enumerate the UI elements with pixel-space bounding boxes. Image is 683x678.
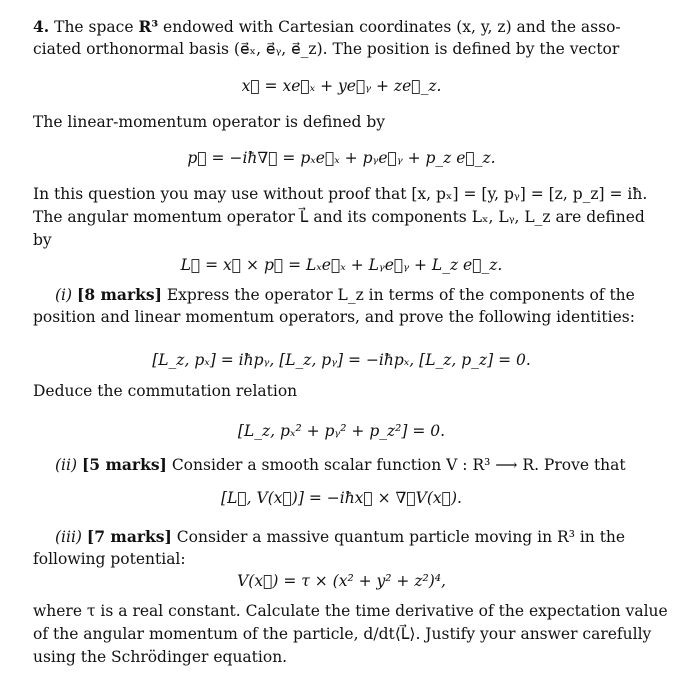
space-symbol: R³ [138, 17, 159, 36]
part-iii-line-1 [55, 525, 625, 549]
momentum-intro: The linear-momentum operator is defined by [33, 113, 386, 131]
angmom-equation: L⃗ = x⃗ × p⃗ = Lₓe⃗ₓ + Lᵧe⃗ᵧ + L_z e⃗_z. [180, 256, 503, 274]
part-i-line-1 [55, 283, 635, 307]
part-i-line-2: position and linear momentum operators, and prove the following identities: [33, 308, 635, 326]
part-iii-potential: V(x⃗) = τ × (x² + y² + z²)⁴, [237, 572, 446, 590]
part-ii-text: Consider a smooth scalar function V : R³ ⟶ R. Prove that [166, 456, 626, 474]
part-i-text: Express the operator L_z in terms of the components of the [161, 286, 635, 304]
angmom-line-1: The angular momentum operator L⃗ and its components Lₓ, Lᵧ, L_z are defined [33, 208, 645, 226]
intro-line-2: ciated orthonormal basis (e⃗ₓ, e⃗ᵧ, e⃗_z). The position is defined by the vector [33, 40, 620, 58]
part-i-deduce: Deduce the commutation relation [33, 382, 298, 400]
header-text-a: The space [49, 18, 139, 36]
angmom-line-2: by [33, 231, 52, 249]
part-i-relation: [L_z, pₓ² + pᵧ² + p_z²] = 0. [237, 422, 446, 440]
problem-number: 4. [33, 17, 50, 36]
part-iii-text: Consider a massive quantum particle moving in R³ in the [171, 528, 626, 546]
part-ii-label: (ii) [55, 456, 78, 474]
part-i-label: (i) [55, 286, 73, 304]
problem-header [33, 15, 621, 39]
part-iii-line-4: of the angular momentum of the particle, d/dt⟨L⃗⟩. Justify your answer carefully [33, 625, 652, 643]
header-text-b: endowed with Cartesian coordinates (x, y, z) and the asso- [158, 18, 621, 36]
momentum-equation: p⃗ = −iħ∇⃗ = pₓe⃗ₓ + pᵧe⃗ᵧ + p_z e⃗_z. [187, 149, 496, 167]
part-iii-line-2: following potential: [33, 550, 186, 568]
part-ii-equation: [L⃗, V(x⃗)] = −iħx⃗ × ∇⃗V(x⃗). [221, 489, 462, 507]
part-iii-label: (iii) [55, 528, 82, 546]
part-i-identities: [L_z, pₓ] = iħpᵧ, [L_z, pᵧ] = −iħpₓ, [L_z, p_z] = 0. [152, 351, 531, 369]
part-i-marks: [8 marks] [77, 285, 162, 304]
part-iii-marks: [7 marks] [86, 527, 172, 546]
part-iii-line-3: where τ is a real constant. Calculate the time derivative of the expectation value [33, 602, 668, 620]
commutator-line: In this question you may use without proof that [x, pₓ] = [y, pᵧ] = [z, p_z] = iħ. [33, 185, 648, 203]
part-ii-marks: [5 marks] [81, 455, 167, 474]
position-equation: x⃗ = xe⃗ₓ + ye⃗ᵧ + ze⃗_z. [241, 77, 442, 95]
part-iii-line-5: using the Schrödinger equation. [33, 648, 288, 666]
part-ii-line-1 [55, 453, 626, 477]
